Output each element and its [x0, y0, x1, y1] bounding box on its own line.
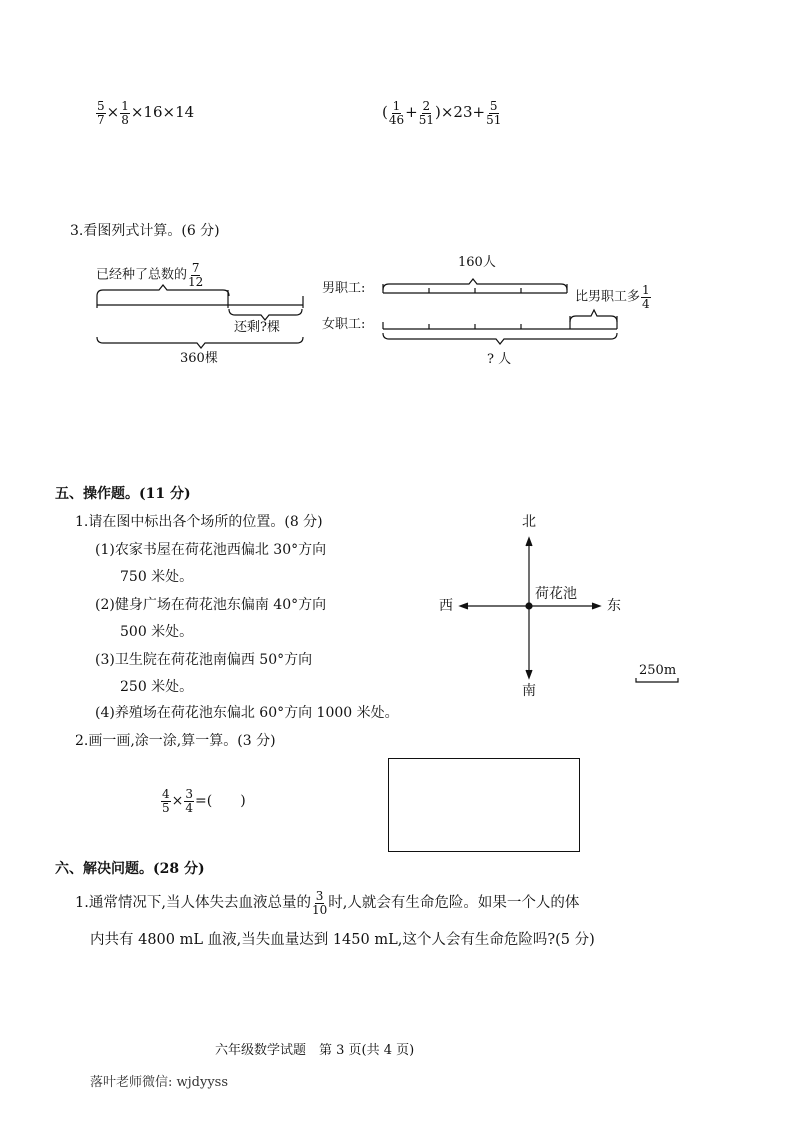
numerator: 3: [185, 787, 194, 801]
numerator: 1: [642, 283, 650, 297]
more-text: 比男职工多: [575, 289, 641, 305]
item-1-cont: 750 米处。: [120, 569, 194, 585]
north-label: 北: [522, 514, 536, 530]
scale-bar: [636, 678, 678, 682]
east-label: 东: [607, 598, 621, 614]
planted-text: 已经种了总数的: [96, 267, 188, 283]
denominator: 4: [642, 296, 650, 311]
denominator: 7: [97, 112, 105, 127]
more-label: [575, 284, 652, 310]
numerator: 4: [162, 787, 170, 801]
item-2-cont: 500 米处。: [120, 624, 194, 640]
page-footer: 六年级数学试题 第 3 页(共 4 页): [215, 1043, 415, 1058]
male-count-label: 160人: [458, 255, 496, 270]
numerator: 7: [191, 261, 200, 275]
fraction-equation: [160, 788, 246, 814]
denominator: 46: [388, 112, 405, 127]
section-6-q1-line2: 内共有 4800 mL 血液,当失血量达到 1450 mL,这个人会有生命危险吗?(5 分): [90, 932, 595, 948]
item-1: (1)农家书屋在荷花池西偏北 30°方向: [95, 542, 327, 558]
section-6-q1-line1: [75, 890, 579, 916]
expression-mid: )×23+: [435, 103, 486, 122]
section-5-q1: 1.请在图中标出各个场所的位置。(8 分): [75, 514, 323, 530]
numerator: 2: [422, 99, 431, 113]
question-3-title: 3.看图列式计算。(6 分): [70, 223, 220, 239]
item-2: (2)健身广场在荷花池东偏南 40°方向: [95, 597, 327, 613]
tree-segment-diagram: [97, 285, 303, 348]
planted-label: [96, 262, 204, 288]
operator: +: [405, 103, 418, 122]
wechat-note: 落叶老师微信: wjdyyss: [90, 1075, 229, 1090]
center-label: 荷花池: [535, 586, 577, 602]
numerator: 1: [121, 99, 129, 113]
west-label: 西: [439, 598, 453, 614]
denominator: 10: [311, 902, 328, 917]
remain-label: 还剩?棵: [234, 320, 280, 335]
q1-text-b: 时,人就会有生命危险。如果一个人的体: [328, 895, 580, 912]
paren: (: [382, 103, 388, 122]
numerator: 3: [315, 889, 324, 903]
total-label: 360棵: [180, 351, 218, 366]
compass: [460, 538, 678, 682]
numerator: 5: [489, 99, 498, 113]
denominator: 8: [121, 112, 129, 127]
section-5-title: 五、操作题。(11 分): [55, 486, 191, 502]
denominator: 51: [418, 112, 434, 127]
numerator: 1: [392, 99, 401, 113]
drawing-rectangle: [388, 758, 580, 852]
expression-rest: ×16×14: [130, 103, 195, 122]
unknown-label: ? 人: [487, 352, 512, 367]
denominator: 12: [188, 274, 204, 289]
denominator: 51: [486, 112, 502, 127]
scale-label: 250m: [639, 663, 677, 678]
answer-blank: =( ): [195, 793, 246, 810]
denominator: 5: [162, 800, 170, 815]
denominator: 4: [185, 800, 194, 815]
south-label: 南: [522, 683, 536, 699]
q1-text-a: 1.通常情况下,当人体失去血液总量的: [75, 895, 311, 912]
male-label: 男职工:: [322, 281, 366, 296]
item-4: (4)养殖场在荷花池东偏北 60°方向 1000 米处。: [95, 705, 399, 721]
section-6-title: 六、解决问题。(28 分): [55, 861, 205, 877]
item-3-cont: 250 米处。: [120, 679, 194, 695]
numerator: 5: [97, 99, 105, 113]
operator: ×: [171, 793, 184, 810]
item-3: (3)卫生院在荷花池南偏西 50°方向: [95, 652, 313, 668]
section-5-q2: 2.画一画,涂一涂,算一算。(3 分): [75, 733, 276, 749]
female-label: 女职工:: [322, 317, 366, 332]
operator: ×: [106, 103, 120, 122]
